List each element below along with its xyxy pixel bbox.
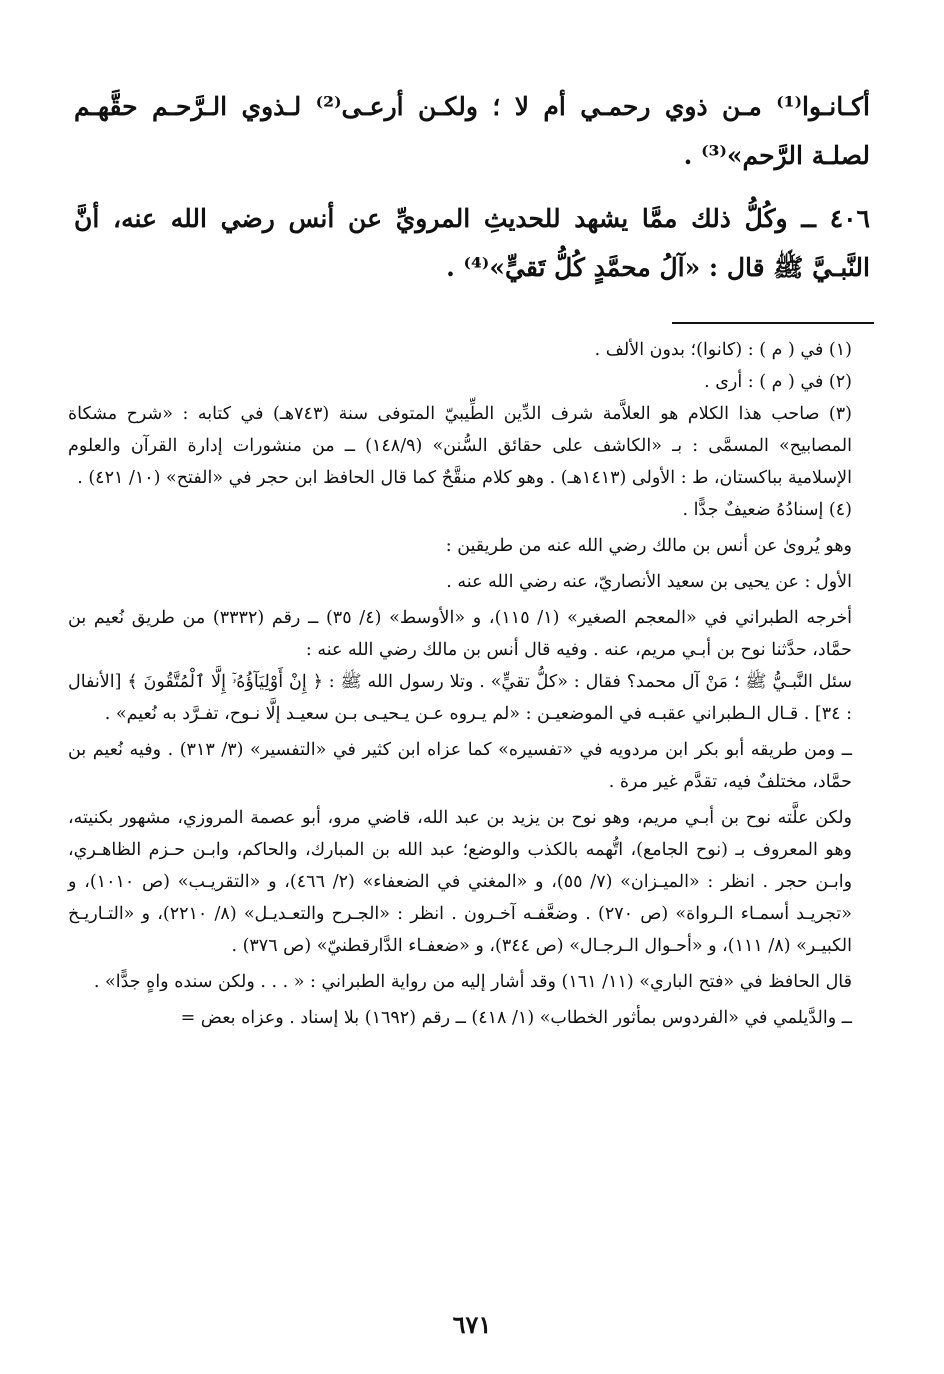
footnote-4-line: وهو يُروىٰ عن أنس بن مالك رضي الله عنه من طريقين : bbox=[445, 536, 852, 556]
main-paragraph-406: ٤٠٦ ــ وكُلُّ ذلك ممَّا يشهد للحديثِ المرويِّ عن أنس رضي الله عنه، أنَّ النَّبـيَّ ﷺ قال : «آلُ محمَّدٍ كُلُّ تَقيٍّ»⁽⁴⁾ . bbox=[74, 204, 870, 282]
footnote-1: (١) في ( م ) : (كانوا)؛ بدون الألف . bbox=[594, 340, 852, 360]
footnote-3: (٣) صاحب هذا الكلام هو العلاَّمة شرف الدِّين الطِّيبيّ المتوفى سنة (٧٤٣هـ) في كتابه : «شرح مشكاة المصابيح» المسمَّى : بـ «الكاشف على حقائق السُّنن» (١٤٨/٩) ــ من منشورات إدارة القرآن والعلوم الإسلامية بباكستان، ط : الأولى (١٤١٣هـ) . وهو كلام منقَّحٌ كما قال الحافظ ابن حجر في «الفتح» (١٠/ ٤٢١) . bbox=[68, 404, 852, 488]
footnote-4-hadith-text: سئل النَّبـيُّ ﷺ ؛ مَنْ آل محمد؟ فقال : «كلُّ تقيٍّ» . وتلا رسول الله ﷺ : ﴿ إِنْ أَوْلِيَآؤُهُۥٓ إِلَّا ٱلْمُتَّقُونَ ﴾ [الأنفال : ٣٤] . قـال الـطبراني عقبـه في الموضعيـن : «لم يـروه عـن يـحيـى بـن سعيـد إلَّا نـوح، تفـرَّد به نُعيم» . bbox=[68, 672, 852, 724]
main-paragraph-1: أكـانـوا⁽¹⁾ مـن ذوي رحمـي أم لا ؛ ولكـن أرعـى⁽²⁾ لـذوي الـرَّحـم حقَّهـم لصلـة الرَّحم»⁽³⁾ . bbox=[74, 92, 870, 170]
main-text bbox=[74, 82, 870, 292]
footnote-4-ibn-mardawayh: ــ ومن طريقه أبو بكر ابن مردويه في «تفسيره» كما عزاه ابن كثير في «التفسير» (٣/ ٣١٣) . وفيه نُعيم بن حمَّاد، مختلفٌ فيه، تقدَّم غير مرة . bbox=[68, 740, 853, 792]
footnotes bbox=[68, 334, 874, 1034]
footnote-2: (٢) في ( م ) : أرى . bbox=[704, 372, 852, 392]
page-number: ٦٧١ bbox=[452, 1310, 492, 1339]
footnote-separator bbox=[672, 322, 874, 324]
footnote-4-takhrij: أخرجه الطبراني في «المعجم الصغير» (١/ ١١٥)، و «الأوسط» (٤/ ٣٥) ــ رقم (٣٣٣٢) من طريق نُعيم بن حمَّاد، حدَّثنا نوح بن أبـي مريم، عنه . وفيه قال أنس بن مالك رضي الله عنه : bbox=[68, 608, 853, 660]
footnote-4-illah: ولكن علَّته نوح بن أبـي مريم، وهو نوح بن يزيد بن عبد الله، قاضي مرو، أبو عصمة المروزي، مشهور بكنيته، وهو المعروف بـ (نوح الجامع)، اتُّهمه بالكذب والوضع؛ عبد الله بن المبارك، والحاكم، وابـن حـزم الظاهـري، وابـن حجر . انظر : «الميـزان» (٧/ ٥٥)، و «المغني في الضعفاء» (٢/ ٤٦٦)، و «التقريـب» (ص ١٠١٠)، و «تجريـد أسمـاء الـرواة» (ص ٢٧٠) . وضعَّفـه آخـرون . انظر : «الجـرح والتعـديـل» (٨/ ٢٢١٠)، و «التـاريـخ الكبيـر» (٨/ ١١١)، و «أحـوال الـرجـال» (ص ٣٤٤)، و «ضعفـاء الدَّارقطنيّ» (ص ٣٧٦) . bbox=[68, 808, 853, 956]
footnote-4: (٤) إسنادُهُ ضعيفٌ جدًّا . bbox=[682, 500, 852, 520]
footnote-4-fath: قال الحافظ في «فتح الباري» (١١/ ١٦١) وقد أشار إليه من رواية الطبراني : « . . . ولكن سنده واهٍ جدًّا» . bbox=[93, 972, 852, 992]
footnote-4-first-route: الأول : عن يحيى بن سعيد الأنصاريّ، عنه رضي الله عنه . bbox=[446, 572, 852, 592]
footnote-4-daylami: ــ والدَّيلمي في «الفردوس بمأثور الخطاب» (١/ ٤١٨) ــ رقم (١٦٩٢) بلا إسناد . وعزاه بعض = bbox=[180, 1008, 852, 1028]
